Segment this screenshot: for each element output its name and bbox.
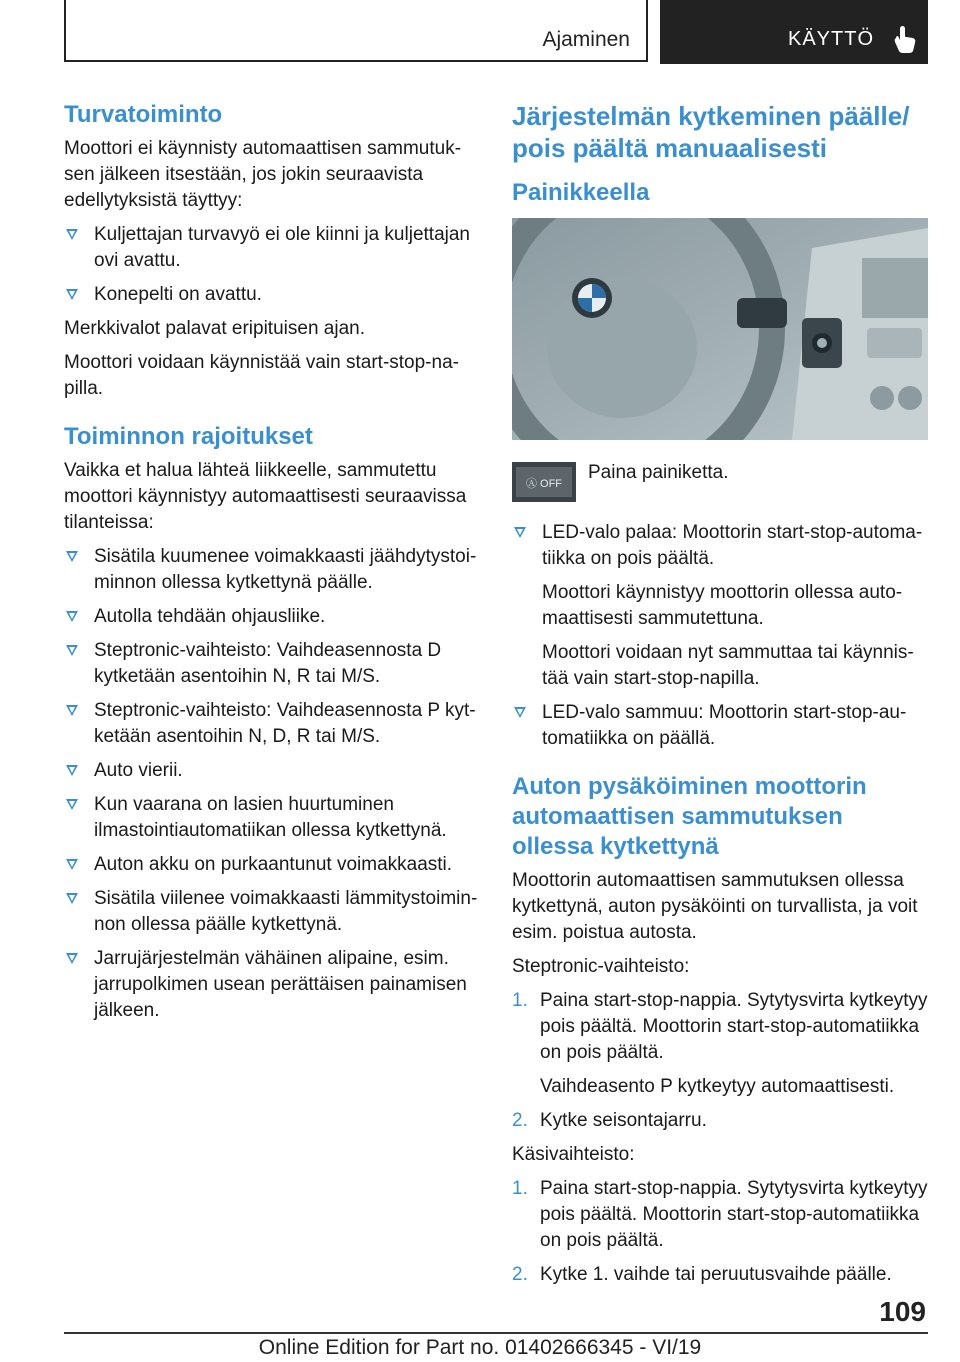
list-turvatoiminto: [64, 222, 480, 308]
list-item: [512, 1262, 928, 1288]
list-item: [64, 544, 480, 596]
page-header: [64, 0, 928, 64]
list-item: [64, 282, 480, 308]
list-item-text: Kytke seisontajarru.: [540, 1110, 707, 1131]
list-number: 2.: [512, 1264, 528, 1285]
list-item-text: Sisätila kuumenee voimakkaasti jäähdytystoiminnon ollessa kytkettynä päälle.: [94, 546, 477, 593]
list-item-text: Paina start-stop-nappia. Sytytysvirta kytkeytyy pois päältä. Moottorin start-stop-automatiikka on pois päältä.: [540, 990, 928, 1063]
list-item-text: Auto vierii.: [94, 760, 183, 781]
heading-kytkeminen: Järjestelmän kytkeminen päälle/ pois päältä manuaalisesti: [512, 101, 910, 163]
list-item-text: Auton akku on purkaantunut voimakkaasti.: [94, 854, 453, 875]
header-chapter-box: [660, 0, 928, 64]
list-item: [64, 758, 480, 784]
list-item-text: Sisätila viilenee voimakkaasti lämmitystoiminnon ollessa päälle kytkettynä.: [94, 888, 478, 935]
hand-pointer-icon: [892, 24, 918, 54]
list-number: 1.: [512, 1178, 528, 1199]
header-section-title: Ajaminen: [542, 28, 630, 51]
auto-start-stop-off-button-icon: [512, 462, 576, 502]
page-number: 109: [879, 1296, 926, 1327]
list-item-text: LED-valo sammuu: Moottorin start-stop-automatiikka on päällä.: [542, 702, 907, 749]
list-item: [64, 604, 480, 630]
list-item-text: Kuljettajan turvavyö ei ole kiinni ja kuljettajan ovi avattu.: [94, 224, 470, 271]
header-chapter-title: KÄYTTÖ: [788, 28, 875, 50]
heading-pysakoiminen: Auton pysäköiminen moottorin automaattisen sammutuksen ollessa kytkettynä: [512, 773, 867, 860]
paragraph-merkkivalot: Merkkivalot palavat eripituisen ajan.: [64, 318, 365, 339]
list-item: [64, 638, 480, 690]
list-rajoitukset: [64, 544, 480, 1024]
list-item: [64, 886, 480, 938]
list-kasivaihteisto: [512, 1176, 928, 1288]
list-item-subtext: Moottori voidaan nyt sammuttaa tai käynnistää vain start-stop-napilla.: [542, 642, 914, 689]
list-item-text: Kun vaarana on lasien huurtuminen ilmastointiautomatiikan ollessa kytkettynä.: [94, 794, 447, 841]
paragraph-voidaan: Moottori voidaan käynnistää vain start-stop-napilla.: [64, 352, 459, 399]
list-item: [512, 520, 928, 692]
list-item-text: Steptronic-vaihteisto: Vaihdeasennosta P kytketään asentoihin N, D, R tai M/S.: [94, 700, 476, 747]
list-item: [64, 946, 480, 1024]
left-column: [64, 100, 480, 1032]
list-item: [512, 700, 928, 752]
paragraph-turvatoiminto: Moottori ei käynnisty automaattisen sammutuksen jälkeen itsestään, jos jokin seuraavista edellytyksistä täyttyy:: [64, 138, 462, 211]
list-item: [512, 1176, 928, 1254]
list-item-text: Kytke 1. vaihde tai peruutusvaihde päälle.: [540, 1264, 892, 1285]
right-column: [512, 100, 928, 1296]
list-item: [512, 988, 928, 1100]
list-item: [64, 792, 480, 844]
heading-rajoitukset: Toiminnon rajoitukset: [64, 423, 313, 450]
list-number: 1.: [512, 990, 528, 1011]
list-item-text: Steptronic-vaihteisto: Vaihdeasennosta D kytketään asentoihin N, R tai M/S.: [94, 640, 442, 687]
list-item: [64, 222, 480, 274]
button-label: Ⓐ OFF: [525, 478, 563, 490]
footer-divider: [64, 1332, 928, 1334]
list-item-text: Autolla tehdään ohjausliike.: [94, 606, 326, 627]
paragraph-kasivaihteisto: Käsivaihteisto:: [512, 1144, 635, 1165]
heading-turvatoiminto: Turvatoiminto: [64, 101, 223, 128]
list-item-text: Konepelti on avattu.: [94, 284, 262, 305]
list-steptronic: [512, 988, 928, 1134]
header-section-box: [64, 0, 648, 62]
paragraph-paina: Paina painiketta.: [588, 462, 729, 483]
list-item-subtext: Vaihdeasento P kytkeytyy automaattisesti.: [540, 1076, 895, 1097]
paragraph-pysakoiminen: Moottorin automaattisen sammutuksen ollessa kytkettynä, auton pysäköinti on turvallista, ja voit esim. poistua autosta.: [512, 870, 918, 943]
list-item-text: Jarrujärjestelmän vähäinen alipaine, esim. jarrupolkimen usean perättäisen painamisen jälkeen.: [94, 948, 467, 1021]
list-item: [64, 698, 480, 750]
list-number: 2.: [512, 1110, 528, 1131]
button-instruction-row: [512, 460, 928, 508]
list-item: [512, 1108, 928, 1134]
list-item-text: Paina start-stop-nappia. Sytytysvirta kytkeytyy pois päältä. Moottorin start-stop-automatiikka on pois päältä.: [540, 1178, 928, 1251]
heading-painikkeella: Painikkeella: [512, 179, 650, 206]
list-item-subtext: Moottori käynnistyy moottorin ollessa automaattisesti sammutettuna.: [542, 582, 903, 629]
list-item: [64, 852, 480, 878]
steering-wheel-photo: [512, 218, 928, 440]
paragraph-rajoitukset: Vaikka et halua lähteä liikkeelle, sammutettu moottori käynnistyy automaattisesti seuraavissa tilanteissa:: [64, 460, 467, 533]
paragraph-steptronic: Steptronic-vaihteisto:: [512, 956, 690, 977]
list-led: [512, 520, 928, 752]
list-item-text: LED-valo palaa: Moottorin start-stop-automatiikka on pois päältä.: [542, 522, 923, 569]
footer-edition: Online Edition for Part no. 01402666345 - VI/19: [258, 1336, 702, 1359]
